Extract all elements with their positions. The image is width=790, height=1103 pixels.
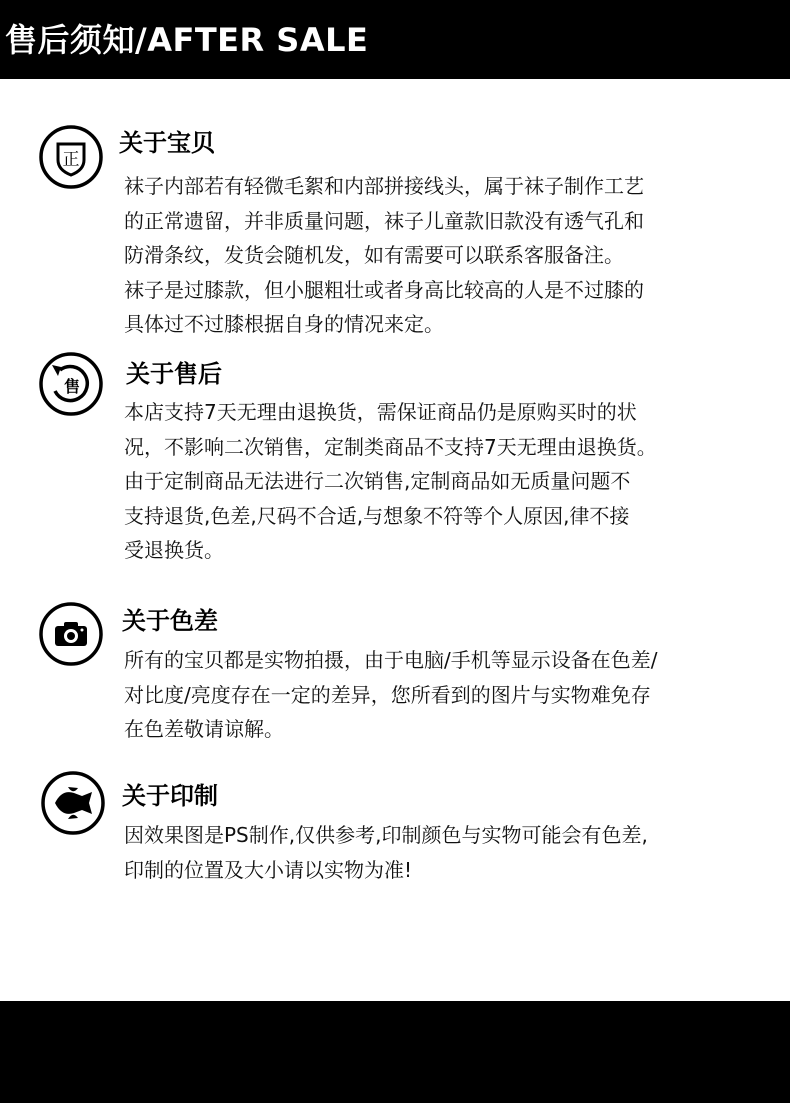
body-line: 印制的位置及大小请以实物为准! [124,857,413,882]
section-body [124,818,764,887]
body-line: 因效果图是PS制作,仅供参考,印制颜色与实物可能会有色差, [124,823,648,847]
section-title: 关于印制 [122,782,218,810]
body-line: 对比度/亮度存在一定的差异，您所看到的图片与实物难免存 [124,682,651,707]
header-bar [0,0,790,79]
print-fish-icon [40,770,106,836]
section-title: 关于售后 [126,360,222,388]
zheng-shield-icon [38,124,104,190]
body-line: 支持退货,色差,尺码不合适,与想象不符等个人原因,律不接 [124,503,630,528]
body-line: 袜子是过膝款，但小腿粗壮或者身高比较高的人是不过膝的 [124,277,644,302]
camera-icon [38,601,104,667]
page-title: 售后须知/AFTER SALE [5,21,369,59]
body-line: 由于定制商品无法进行二次销售,定制商品如无质量问题不 [124,469,631,493]
section-body [124,643,764,747]
body-line: 的正常遗留，并非质量问题，袜子儿童款旧款没有透气孔和 [124,208,644,233]
zheng-glyph: 正 [62,150,80,170]
footer-bar [0,1001,790,1103]
shou-glyph: 售 [63,377,81,396]
body-line: 袜子内部若有轻微毛絮和内部拼接线头，属于袜子制作工艺 [124,174,644,198]
body-line: 受退换货。 [124,538,224,562]
body-line: 所有的宝贝都是实物拍摄，由于电脑/手机等显示设备在色差/ [124,648,658,672]
section-body [124,395,764,568]
after-sale-refresh-icon [38,351,104,417]
body-line: 况，不影响二次销售，定制类商品不支持7天无理由退换货。 [124,434,657,459]
body-line: 防滑条纹，发货会随机发，如有需要可以联系客服备注。 [124,243,624,267]
body-line: 在色差敬请谅解。 [124,717,284,741]
body-line: 具体过不过膝根据自身的情况来定。 [124,312,444,336]
body-line: 本店支持7天无理由退换货，需保证商品仍是原购买时的状 [124,400,637,424]
section-title: 关于宝贝 [119,129,215,157]
section-body [124,169,764,342]
section-title: 关于色差 [122,607,218,635]
